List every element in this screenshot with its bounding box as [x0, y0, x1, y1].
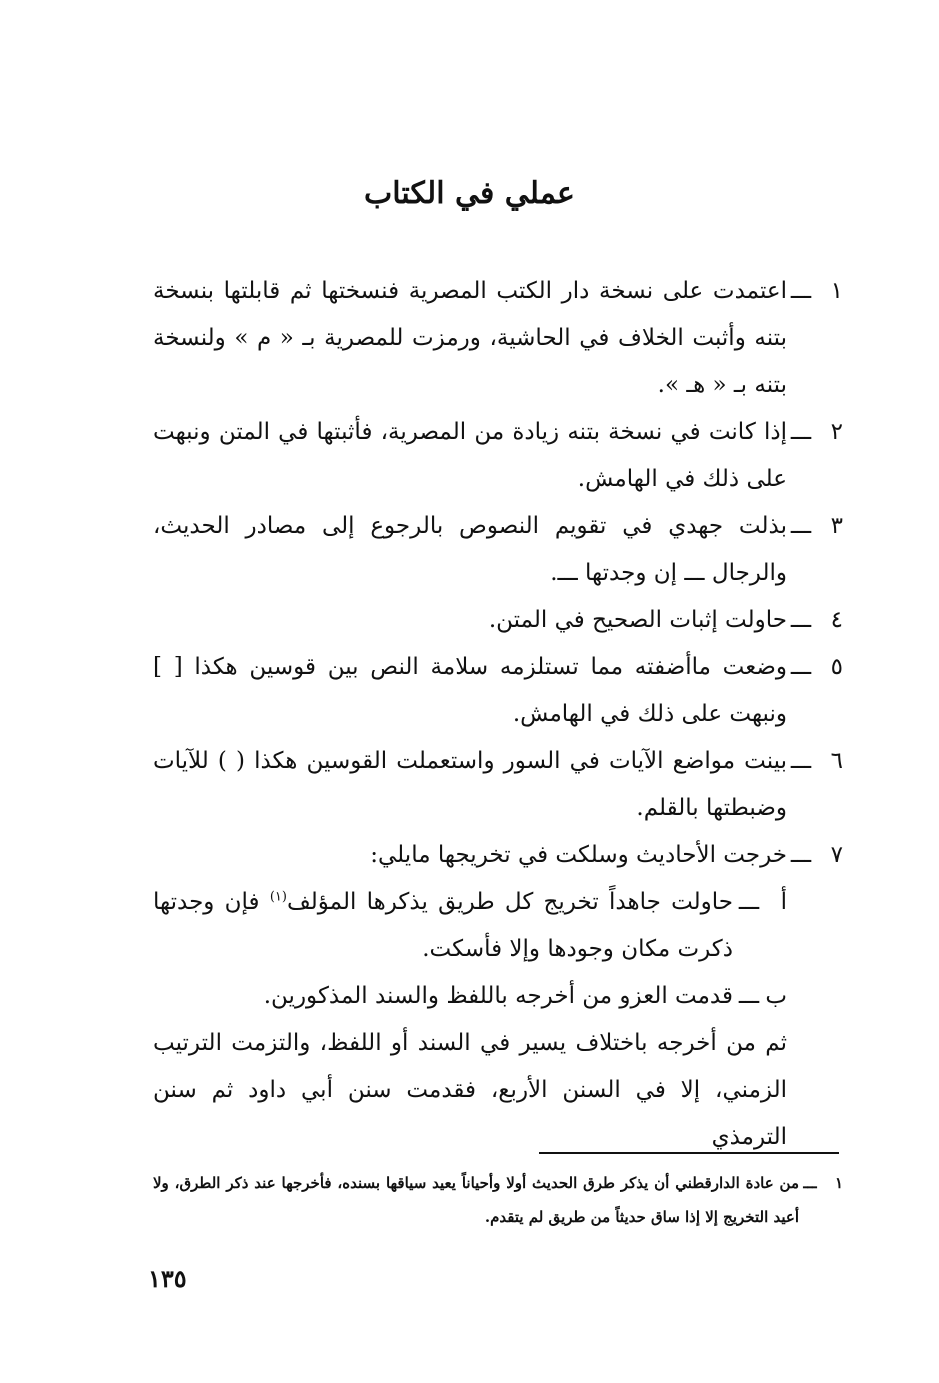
- sub-item-text-after: فإن وجدتها ذكرت مكان وجودها وإلا فأسكت.: [153, 889, 733, 962]
- list-item-1: [153, 268, 843, 409]
- item-dash: ـــ: [790, 607, 812, 633]
- footnote-number: ١: [834, 1174, 843, 1192]
- footnote-reference[interactable]: (١): [269, 889, 287, 905]
- item-text: اعتمدت على نسخة دار الكتب المصرية فنسختها ثم قابلتها بنسخة بتنه وأثبت الخلاف في الحاشية، ورمزت للمصرية بـ « م » ولنسخة بتنه بـ « هـ ».: [153, 278, 787, 398]
- item-text: بذلت جهدي في تقويم النصوص بالرجوع إلى مصادر الحديث، والرجال ـــ إن وجدتها ـــ.: [153, 513, 787, 586]
- sub-item-dash: ـــ: [738, 983, 760, 1009]
- sub-item-b: [153, 973, 787, 1020]
- footnote-text: من عادة الدارقطني أن يذكر طرق الحديث أولا وأحياناً يعيد سياقها بسنده، فأخرجها عند ذكر الطرق، ولا أعيد التخريج إلا إذا ساق حديثاً من طريق لم يتقدم.: [153, 1174, 799, 1226]
- sub-item-text-before: حاولت جاهداً تخريج كل طريق يذكرها المؤلف: [286, 889, 733, 915]
- item-number: ٦: [830, 748, 843, 774]
- item-text: بينت مواضع الآيات في السور واستعملت القوسين هكذا ( ) للآيات وضبطتها بالقلم.: [153, 748, 787, 821]
- continuation-paragraph: ثم من أخرجه باختلاف يسير في السند أو اللفظ، والتزمت الترتيب الزمني، إلا في السنن الأربع، فقدمت سنن أبي داود ثم سنن الترمذي: [153, 1030, 787, 1150]
- sub-item-dash: ـــ: [738, 889, 760, 915]
- item-dash: ـــ: [790, 748, 812, 774]
- item-number: ٢: [830, 419, 843, 445]
- item-number: ٥: [830, 654, 843, 680]
- list-item-4: [153, 597, 843, 644]
- list-item-3: [153, 503, 843, 597]
- list-item-7: [153, 832, 843, 879]
- item-number: ٤: [830, 607, 843, 633]
- item-number: ٣: [830, 513, 843, 539]
- item-text: إذا كانت في نسخة بتنه زيادة من المصرية، فأثبتها في المتن ونبهت على ذلك في الهامش.: [153, 419, 787, 492]
- page-number: ١٣٥: [148, 1264, 187, 1293]
- sub-item-letter: ب: [765, 983, 787, 1009]
- sub-item-letter: أ: [780, 889, 787, 915]
- item-text: خرجت الأحاديث وسلكت في تخريجها مايلي:: [370, 842, 787, 868]
- main-text: [153, 268, 843, 1161]
- footnote-divider: [539, 1152, 839, 1154]
- list-item-6: [153, 738, 843, 832]
- footnote-dash: ـــ: [803, 1174, 817, 1192]
- item-number: ١: [830, 278, 843, 304]
- sub-item-text: [153, 879, 733, 973]
- sub-item-text: قدمت العزو من أخرجه باللفظ والسند المذكورين.: [263, 983, 733, 1009]
- list-item-5: [153, 644, 843, 738]
- item-text: وضعت ماأضفته مما تستلزمه سلامة النص بين قوسين هكذا [ ] ونبهت على ذلك في الهامش.: [153, 654, 787, 727]
- item-dash: ـــ: [790, 654, 812, 680]
- item-dash: ـــ: [790, 842, 812, 868]
- item-dash: ـــ: [790, 419, 812, 445]
- page-title: عملي في الكتاب: [364, 176, 575, 211]
- sub-item-a: [153, 879, 787, 973]
- footnote: [153, 1166, 843, 1234]
- item-dash: ـــ: [790, 278, 812, 304]
- item-dash: ـــ: [790, 513, 812, 539]
- list-item-2: [153, 409, 843, 503]
- item-number: ٧: [830, 842, 843, 868]
- item-text: حاولت إثبات الصحيح في المتن.: [488, 607, 787, 633]
